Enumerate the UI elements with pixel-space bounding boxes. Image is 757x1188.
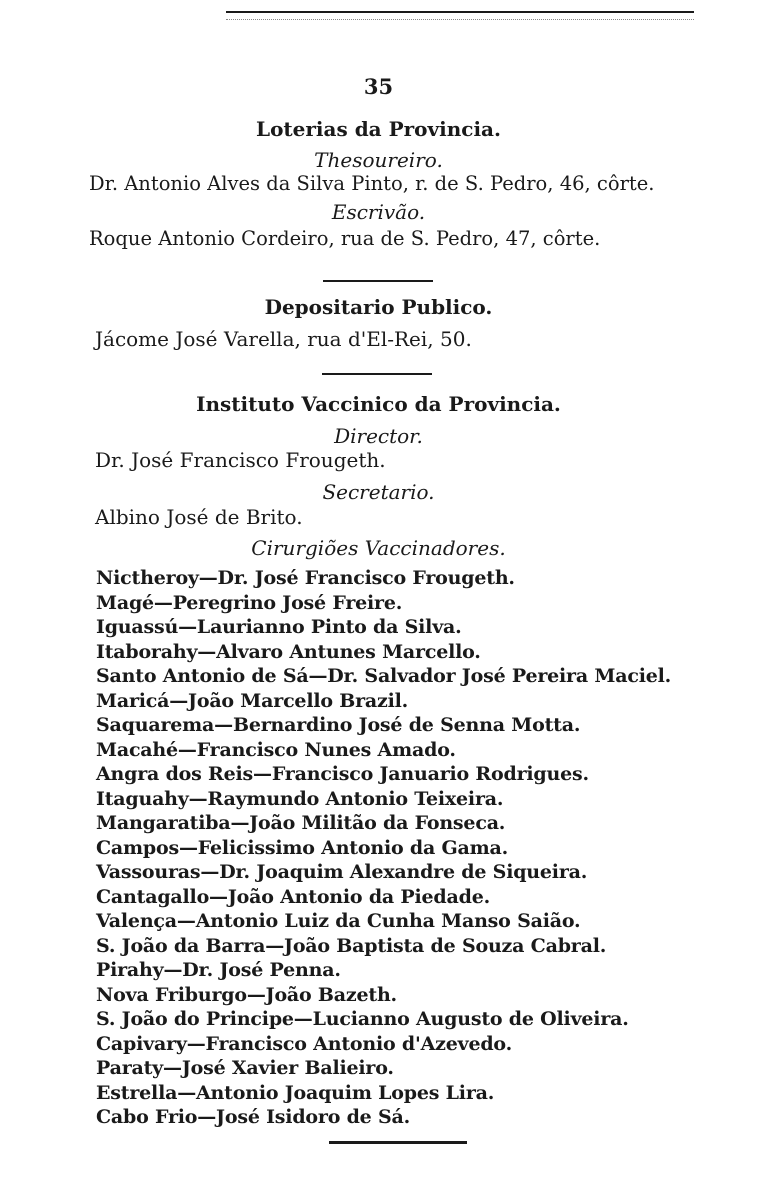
list-item: Estrella—Antonio Joaquim Lopes Lira. — [96, 1081, 495, 1104]
entry-thesoureiro: Dr. Antonio Alves da Silva Pinto, r. de S. Pedro, 46, côrte. — [89, 172, 655, 195]
list-item: Cabo Frio—José Isidoro de Sá. — [96, 1106, 411, 1128]
list-item: Santo Antonio de Sá—Dr. Salvador José Pereira Maciel. — [96, 665, 672, 687]
list-item: Nictheroy—Dr. José Francisco Frougeth. — [96, 567, 515, 589]
top-rule-dotted — [226, 19, 694, 20]
list-item: Cantagallo—João Antonio da Piedade. — [96, 885, 491, 908]
list-item: Magé—Peregrino José Freire. — [96, 591, 403, 614]
list-item: Paraty—José Xavier Balieiro. — [96, 1057, 394, 1079]
list-item: Campos—Felicissimo Antonio da Gama. — [96, 836, 509, 859]
list-item: Itaguahy—Raymundo Antonio Teixeira. — [96, 787, 504, 810]
list-item: Saquarema—Bernardino José de Senna Motta. — [96, 714, 581, 736]
list-item: Nova Friburgo—João Bazeth. — [96, 983, 397, 1006]
section-heading-instituto: Instituto Vaccinico da Provincia. — [196, 392, 561, 416]
subheading-cirurgioes: Cirurgiões Vaccinadores. — [251, 536, 506, 560]
list-item: Angra dos Reis—Francisco Januario Rodrigues. — [96, 763, 589, 785]
entry-depositario: Jácome José Varella, rua d'El-Rei, 50. — [95, 327, 472, 351]
section-divider — [323, 280, 433, 282]
section-divider — [322, 373, 432, 375]
entry-escrivao: Roque Antonio Cordeiro, rua de S. Pedro, 47, côrte. — [89, 227, 601, 250]
vaccinator-list — [96, 566, 671, 1130]
list-item: Vassouras—Dr. Joaquim Alexandre de Siqueira. — [96, 861, 588, 883]
list-item: Mangaratiba—João Militão da Fonseca. — [96, 812, 506, 834]
list-item: Maricá—João Marcello Brazil. — [96, 689, 409, 712]
list-item: Capivary—Francisco Antonio d'Azevedo. — [96, 1032, 512, 1055]
entry-director: Dr. José Francisco Frougeth. — [95, 448, 386, 472]
section-heading-loterias: Loterias da Provincia. — [256, 117, 501, 141]
subheading-director: Director. — [334, 424, 423, 448]
entry-secretario: Albino José de Brito. — [95, 505, 303, 529]
subheading-thesoureiro: Thesoureiro. — [314, 148, 443, 172]
list-item: Macahé—Francisco Nunes Amado. — [96, 738, 456, 761]
list-item: S. João da Barra—João Baptista de Souza Cabral. — [96, 934, 607, 957]
list-item: S. João do Principe—Lucianno Augusto de Oliveira. — [96, 1008, 629, 1030]
top-rule — [226, 11, 694, 13]
list-item: Valença—Antonio Luiz da Cunha Manso Saião. — [96, 910, 581, 932]
bottom-rule — [329, 1141, 467, 1144]
section-heading-depositario: Depositario Publico. — [264, 295, 493, 319]
subheading-secretario: Secretario. — [322, 480, 435, 504]
page-number: 35 — [363, 74, 394, 99]
list-item: Pirahy—Dr. José Penna. — [96, 959, 341, 981]
list-item: Iguassú—Laurianno Pinto da Silva. — [96, 616, 462, 638]
list-item: Itaborahy—Alvaro Antunes Marcello. — [96, 640, 481, 663]
subheading-escrivao: Escrivão. — [331, 200, 426, 224]
